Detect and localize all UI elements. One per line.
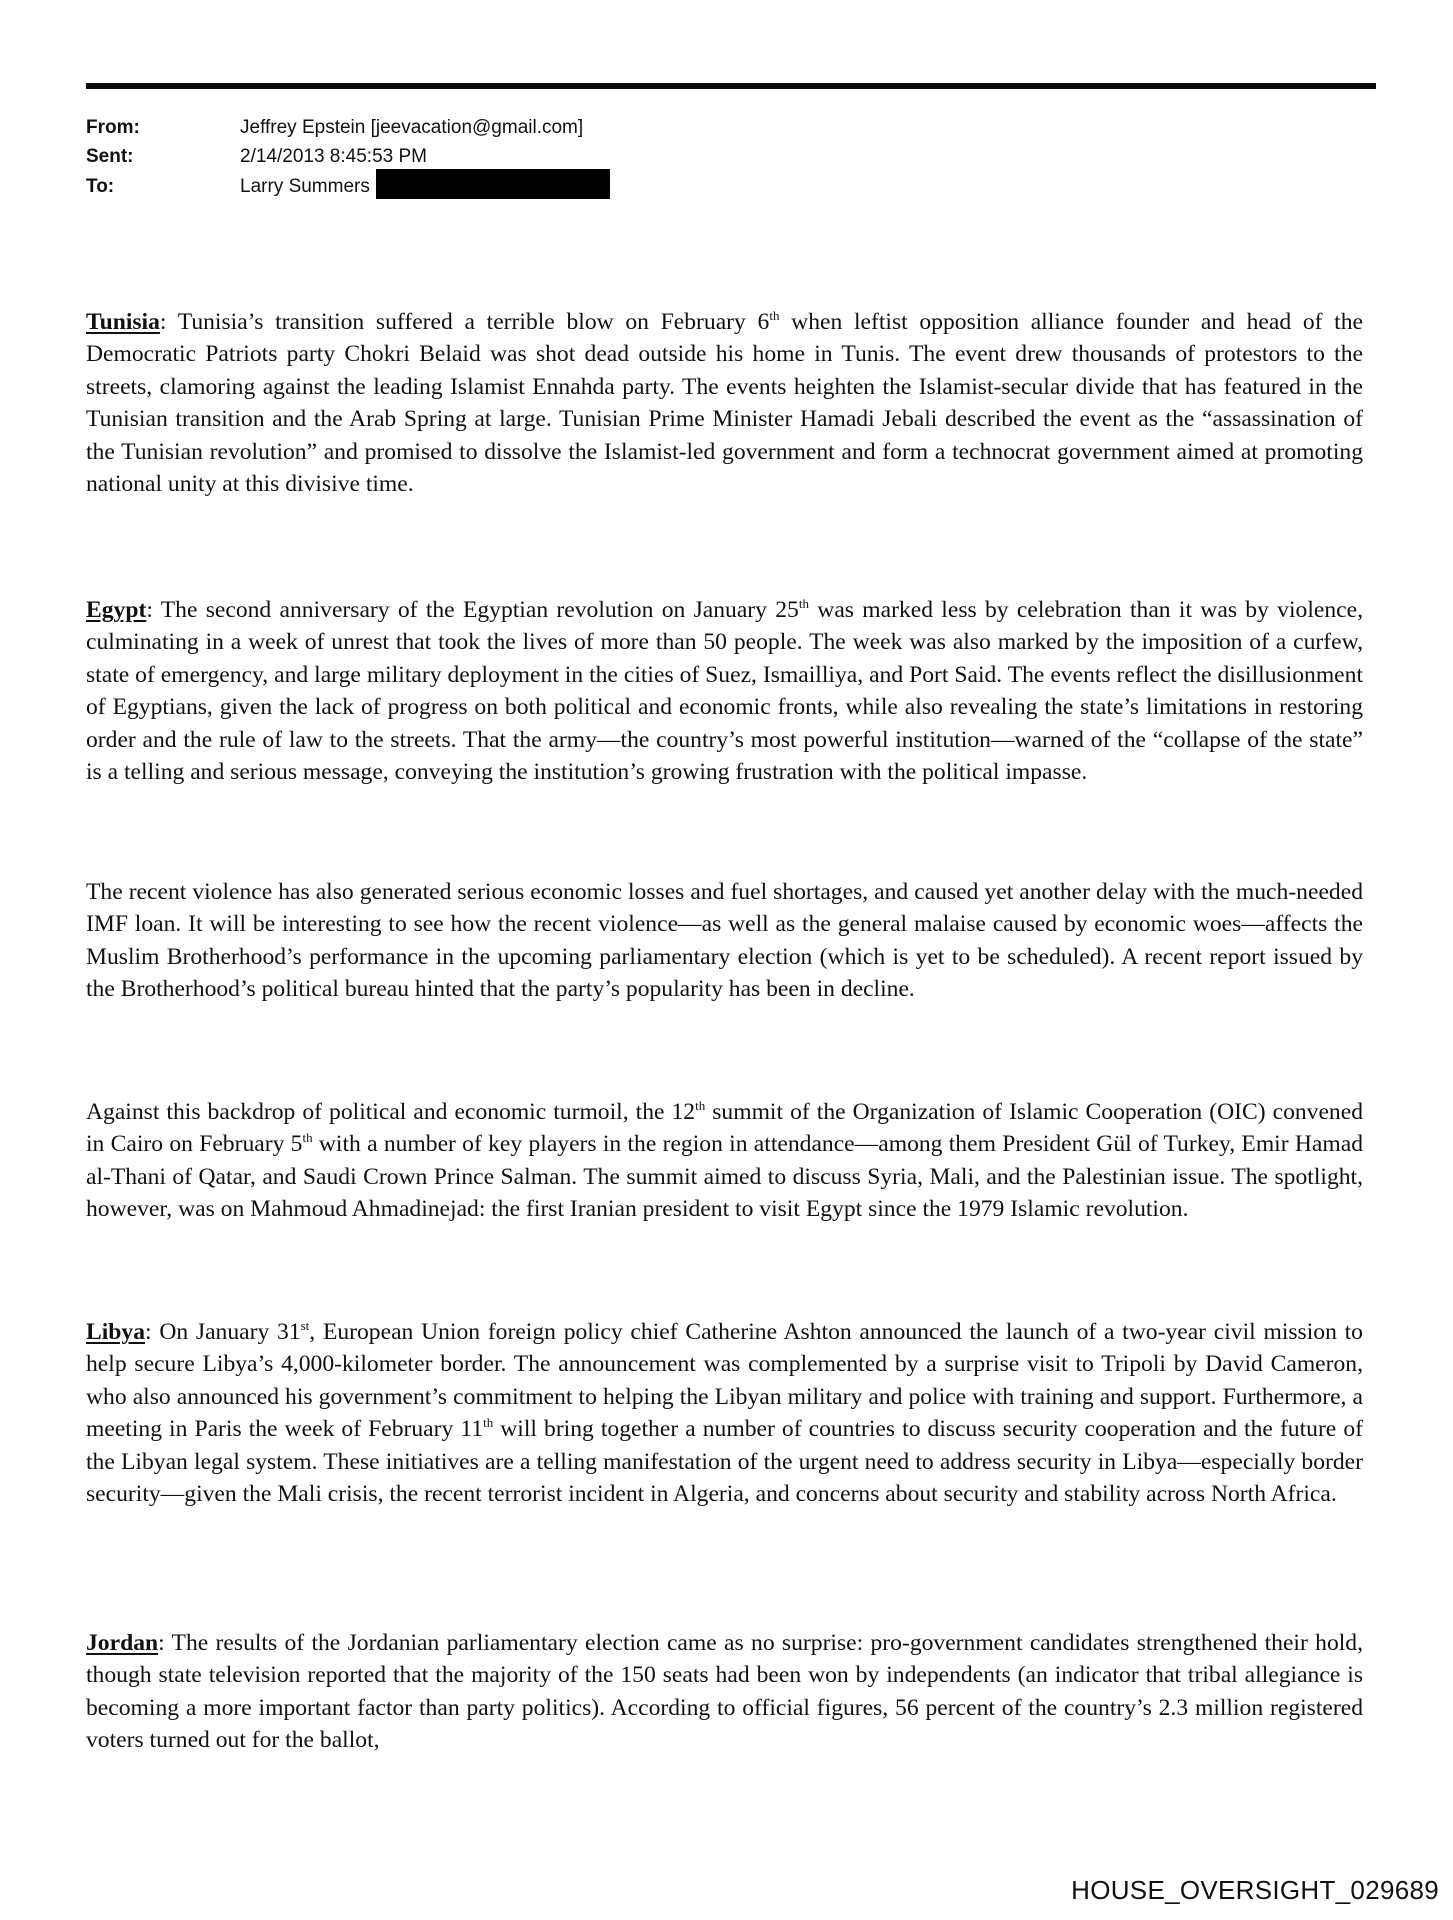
paragraph-egypt-oic bbox=[86, 1096, 1363, 1226]
to-value: Larry Summers bbox=[240, 176, 370, 197]
from-value: Jeffrey Epstein [jeevacation@gmail.com] bbox=[240, 117, 584, 138]
paragraph-text: will bring together a number of countries to discuss security cooperation and the future of the Libyan legal system. These initiatives are a telling manifestation of the urgent need to address security in Libya—especially border security—given the Mali crisis, the recent terrorist incident in Algeria, and concerns about security and stability across North Africa. bbox=[86, 1416, 1363, 1508]
bates-number-footer: HOUSE_OVERSIGHT_029689 bbox=[1071, 1875, 1439, 1905]
email-from-row bbox=[86, 116, 583, 140]
section-heading-jordan: Jordan bbox=[86, 1630, 159, 1656]
paragraph-tunisia bbox=[86, 306, 1363, 500]
paragraph-text: with a number of key players in the region in attendance—among them President Gül of Turkey, Emir Hamad al-Thani of Qatar, and Saudi Crown Prince Salman. The summit aimed to discuss Syria, Mali, and the Palestinian issue. The spotlight, however, was on Mahmoud Ahmadinejad: the first Iranian president to visit Egypt since the 1979 Islamic revolution. bbox=[86, 1131, 1363, 1223]
paragraph-text: Against this backdrop of political and economic turmoil, the 12 bbox=[86, 1099, 696, 1125]
paragraph-text: : The second anniversary of the Egyptian revolution on January 25 bbox=[146, 597, 799, 623]
paragraph-text: : The results of the Jordanian parliamentary election came as no surprise: pro-government candidates strengthened their hold, though state television reported that the majority of the 150 seats had been won by independents (an indicator that tribal allegiance is becoming a more important factor than party politics). According to official figures, 56 percent of the country’s 2.3 million registered voters turned out for the ballot, bbox=[86, 1630, 1363, 1754]
paragraph-text: was marked less by celebration than it was by violence, culminating in a week of unrest that took the lives of more than 50 people. The week was also marked by the imposition of a curfew, state of emergency, and large military deployment in the cities of Suez, Ismailliya, and Port Said. The events reflect the disillusionment of Egyptians, given the lack of progress on both political and economic fronts, while also revealing the state’s limitations in restoring order and the rule of law to the streets. That the army—the country’s most powerful institution—warned of the “collapse of the state” is a telling and serious message, conveying the institution’s growing frustration with the political impasse. bbox=[86, 597, 1363, 786]
paragraph-jordan bbox=[86, 1627, 1363, 1757]
ordinal-suffix: th bbox=[483, 1415, 494, 1431]
paragraph-text: when leftist opposition alliance founder and head of the Democratic Patriots party Chokri Belaid was shot dead outside his home in Tunis. The event drew thousands of protestors to the streets, clamoring against the leading Islamist Ennahda party. The events heighten the Islamist-secular divide that has featured in the Tunisian transition and the Arab Spring at large. Tunisian Prime Minister Hamadi Jebali described the event as the “assassination of the Tunisian revolution” and promised to dissolve the Islamist-led government and form a technocrat government aimed at promoting national unity at this divisive time. bbox=[86, 309, 1364, 498]
header-divider-rule bbox=[86, 83, 1376, 89]
paragraph-text: : Tunisia’s transition suffered a terrible blow on February 6 bbox=[159, 309, 770, 335]
ordinal-suffix: th bbox=[798, 596, 809, 611]
redaction-box bbox=[376, 169, 610, 199]
sent-label: Sent: bbox=[86, 146, 134, 167]
section-heading-libya: Libya bbox=[86, 1319, 146, 1345]
sent-value: 2/14/2013 8:45:53 PM bbox=[240, 146, 427, 167]
paragraph-egypt-violence bbox=[86, 876, 1363, 1006]
section-heading-tunisia: Tunisia bbox=[86, 309, 160, 335]
section-heading-egypt: Egypt bbox=[86, 597, 147, 623]
paragraph-text: : On January 31 bbox=[145, 1319, 301, 1345]
ordinal-suffix: th bbox=[302, 1130, 313, 1146]
paragraph-text: summit of the Organization of Islamic Cooperation (OIC) convened in Cairo on February 5 bbox=[86, 1099, 1363, 1158]
email-to-row bbox=[86, 175, 610, 199]
ordinal-suffix: st bbox=[300, 1318, 310, 1333]
paragraph-text: The recent violence has also generated serious economic losses and fuel shortages, and caused yet another delay with the much-needed IMF loan. It will be interesting to see how the recent violence—as well as the general malaise caused by economic woes—affects the Muslim Brotherhood’s performance in the upcoming parliamentary election (which is yet to be scheduled). A recent report issued by the Brotherhood’s political bureau hinted that the party’s popularity has been in decline. bbox=[86, 879, 1363, 1003]
paragraph-egypt bbox=[86, 594, 1363, 788]
email-sent-row bbox=[86, 145, 427, 169]
ordinal-suffix: th bbox=[695, 1098, 706, 1113]
to-label: To: bbox=[86, 176, 115, 197]
paragraph-libya bbox=[86, 1316, 1363, 1510]
paragraph-text: , European Union foreign policy chief Catherine Ashton announced the launch of a two-year civil mission to help secure Libya’s 4,000-kilometer border. The announcement was complemented by a surprise visit to Tripoli by David Cameron, who also announced his government’s commitment to helping the Libyan military and police with training and support. Furthermore, a meeting in Paris the week of February 11 bbox=[86, 1319, 1363, 1443]
ordinal-suffix: th bbox=[769, 308, 780, 323]
from-label: From: bbox=[86, 117, 140, 138]
